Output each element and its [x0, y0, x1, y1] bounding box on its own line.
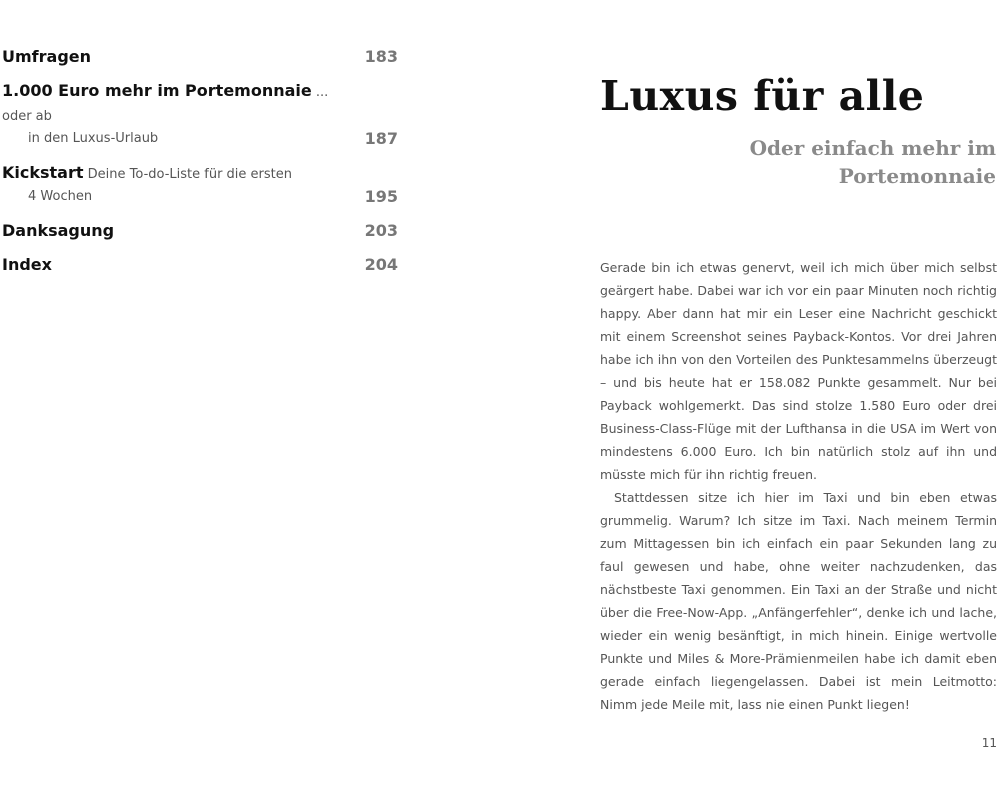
table-of-contents [2, 46, 398, 288]
toc-title: Umfragen [2, 47, 92, 66]
toc-entry-euro-mehr[interactable] [2, 80, 398, 150]
chapter-body [600, 256, 997, 716]
toc-page-number: 187 [364, 129, 398, 148]
chapter-subtitle: Oder einfach mehr im Portemonnaie [749, 136, 996, 188]
toc-entry-kickstart[interactable] [2, 162, 398, 208]
toc-page-number: 204 [364, 255, 398, 274]
right-page [500, 0, 1000, 800]
toc-subtitle: ... oder ab [2, 85, 329, 124]
toc-subtitle: Deine To-do-Liste für die ersten [83, 167, 292, 182]
toc-continuation: 4 Wochen [28, 189, 93, 204]
toc-page-number: 183 [364, 47, 398, 66]
toc-title: 1.000 Euro mehr im Portemonnaie [2, 81, 312, 100]
toc-page-number: 203 [364, 221, 398, 240]
toc-title: Danksagung [2, 221, 115, 240]
chapter-title: Luxus für alle [600, 72, 925, 120]
page-number: 11 [981, 736, 997, 750]
toc-title: Index [2, 255, 52, 274]
toc-entry-index[interactable] [2, 254, 398, 276]
body-paragraph: Stattdessen sitze ich hier im Taxi und bin eben etwas grummelig. Warum? Ich sitze im Taxi. Nach meinem Termin zum Mittagessen bin ich einfach ein paar Sekunden lang zu faul gewesen und habe, ohne weiter nachzudenken, das nächstbeste Taxi genommen. Ein Taxi an der Straße und nicht über die Free-Now-App. „Anfängerfehler“, denke ich und lache, wieder ein wenig besänftigt, in mich hinein. Einige wertvolle Punkte und Miles & More-Prämienmeilen habe ich damit eben gerade einfach liegengelassen. Dabei ist mein Leitmotto: Nimm jede Meile mit, lass nie einen Punkt liegen! [600, 490, 997, 712]
toc-continuation: in den Luxus-Urlaub [28, 131, 159, 146]
toc-entry-danksagung[interactable] [2, 220, 398, 242]
body-paragraph: Gerade bin ich etwas genervt, weil ich mich über mich selbst geärgert habe. Dabei war ich vor ein paar Minuten noch richtig happy. Aber dann hat mir ein Leser eine Nachricht geschickt mit einem Screenshot seines Payback-Kontos. Vor drei Jahren habe ich ihn von den Vorteilen des Punktesammelns überzeugt – und bis heute hat er 158.082 Punkte gesammelt. Nur bei Payback wohlgemerkt. Das sind stolze 1.580 Euro oder drei Business-Class-Flüge mit der Lufthansa in die USA im Wert von mindestens 6.000 Euro. Ich bin natürlich stolz auf ihn und müsste mich für ihn richtig freuen. [600, 260, 997, 482]
toc-entry-umfragen[interactable] [2, 46, 398, 68]
toc-page-number: 195 [364, 187, 398, 206]
toc-title: Kickstart [2, 163, 84, 182]
